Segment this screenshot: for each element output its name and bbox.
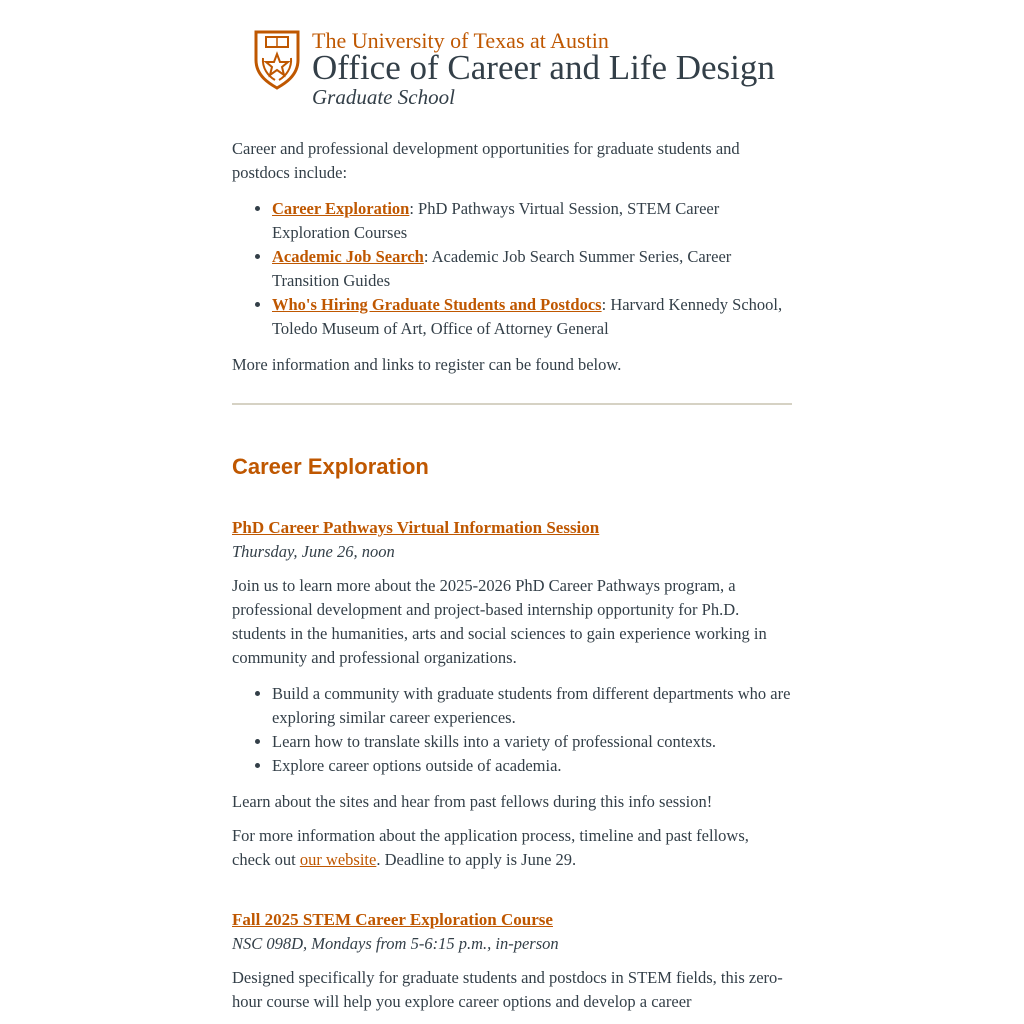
office-logo [254,28,774,112]
list-item-text: : Academic Job Search Summer Series, Career Transition Guides [272,247,732,290]
list-item: • Build a community with graduate students from different departments who are exploring similar career experiences. [272,682,794,730]
event-date: Thursday, June 26, noon [232,542,395,561]
university-name: The University of Texas at Austin [312,28,609,53]
divider [232,403,792,405]
list-item [272,245,794,293]
our-website-link[interactable]: our website [299,850,377,869]
intro-text: Career and professional development opportunities for graduate students and postdocs include: [232,139,740,182]
event-bullets [232,682,794,778]
event-description: Designed specifically for graduate students and postdocs in STEM fields, this zero-hour course will help you explore career options and develop a career [232,968,783,1011]
ut-shield-icon [254,30,300,90]
career-exploration-link[interactable]: Career Exploration [272,199,410,218]
list-item [272,293,794,341]
whos-hiring-link[interactable]: Who's Hiring Graduate Students and Postdocs [272,295,602,314]
list-item: • Learn how to translate skills into a variety of professional contexts. [272,730,794,754]
more-info-suffix: . Deadline to apply is June 29. [376,850,577,869]
office-name: Office of Career and Life Design [312,48,775,87]
intro-list [232,197,794,341]
event-title-link[interactable]: Fall 2025 STEM Career Exploration Course [232,910,553,929]
event-title-link[interactable]: PhD Career Pathways Virtual Information Session [232,518,600,537]
event-description: Join us to learn more about the 2025-2026 PhD Career Pathways program, a professional development and project-based internship opportunity for Ph.D. students in the humanities, arts and social sciences to gain experience working in community and professional organizations. [232,576,767,667]
event-sites-text: Learn about the sites and hear from past fellows during this info session! [232,792,713,811]
event-more-info [232,824,772,872]
list-item-text: : Harvard Kennedy School, Toledo Museum of Art, Office of Attorney General [272,295,783,338]
section-title: Career Exploration [232,454,429,479]
list-item-text: : PhD Pathways Virtual Session, STEM Career Exploration Courses [272,199,720,242]
academic-job-search-link[interactable]: Academic Job Search [272,247,424,266]
school-name: Graduate School [312,85,455,109]
event-date: NSC 098D, Mondays from 5-6:15 p.m., in-person [232,934,559,953]
list-item [272,197,794,245]
more-info-text: More information and links to register can be found below. [232,355,622,374]
list-item: • Explore career options outside of academia. [272,754,794,778]
more-info-prefix: For more information about the application process, timeline and past fellows, check out [232,826,749,869]
